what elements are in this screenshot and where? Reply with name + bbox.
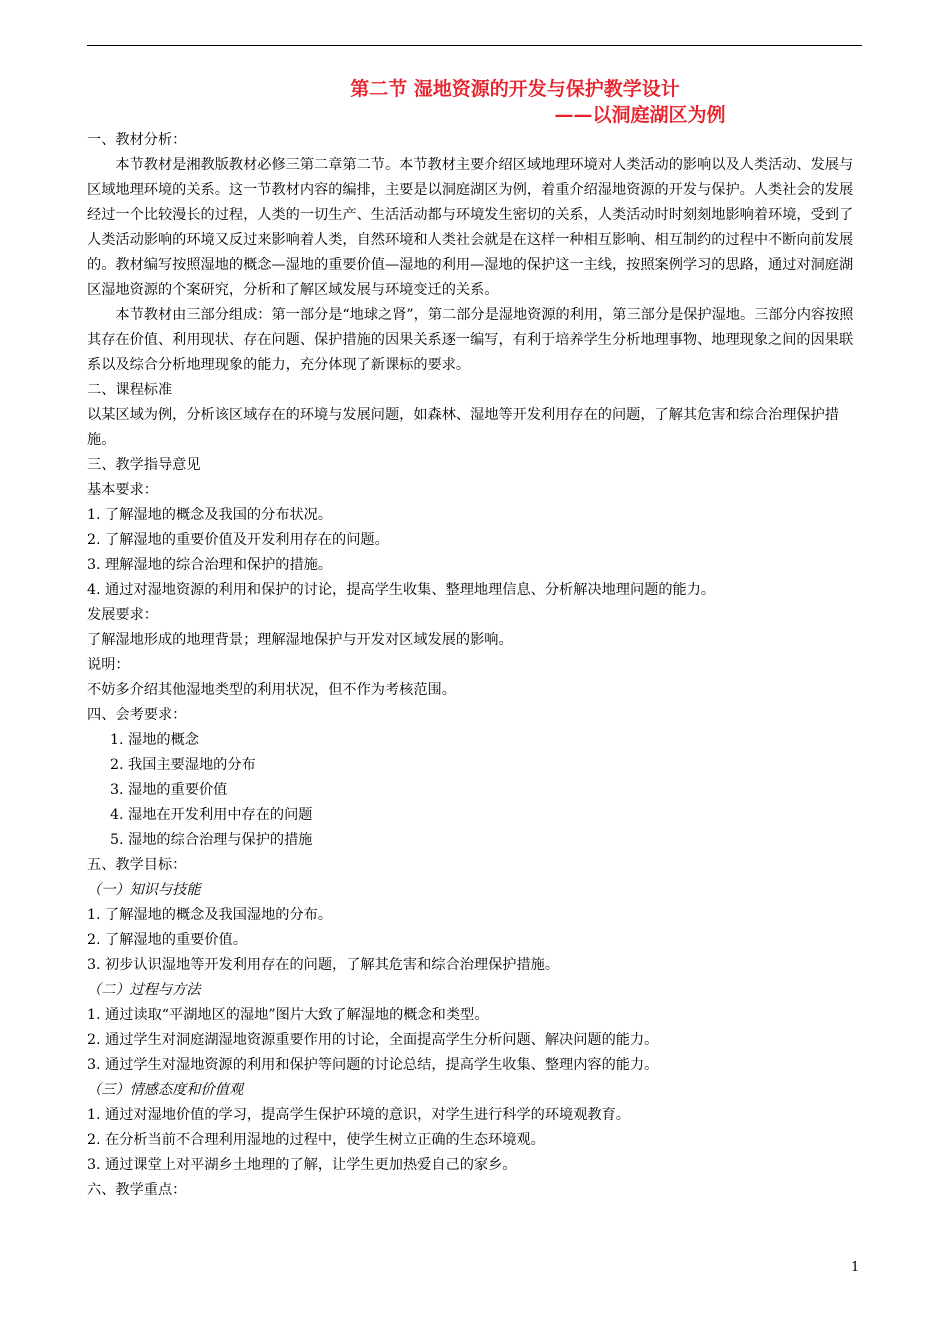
paragraph: 本节教材是湘教版教材必修三第二章第二节。本节教材主要介绍区域地理环境对人类活动的影响以及人类活动、发展与区域地理环境的关系。这一节教材内容的编排，主要是以洞庭湖区为例，着重介绍湿地资源的开发与保护。人类社会的发展经过一个比较漫长的过程，人类的一切生产、生活活动都与环境发生密切的关系，人类活动时时刻刻地影响着环境，受到了人类活动影响的环境又反过来影响着人类，自然环境和人类社会就是在这样一种相互影响、相互制约的过程中不断向前发展的。教材编写按照湿地的概念—湿地的重要价值—湿地的利用—湿地的保护这一主线，按照案例学习的思路，通过对洞庭湖区湿地资源的个案研究，分析和了解区域发展与环境变迁的关系。: [87, 157, 854, 298]
label-basic-requirements: 基本要求：: [87, 482, 158, 498]
subheading-attitudes-values: （三）情感态度和价值观: [87, 1082, 244, 1098]
section-heading-3: 三、教学指导意见: [87, 457, 201, 473]
document-title: [0, 76, 950, 128]
list-item: 3. 湿地的重要价值: [110, 782, 228, 798]
list-item: 3. 通过学生对湿地资源的利用和保护等问题的讨论总结，提高学生收集、整理内容的能力。: [87, 1057, 659, 1073]
subheading-process-methods: （二）过程与方法: [87, 982, 201, 998]
title-subtitle: ——以洞庭湖区为例: [554, 104, 726, 126]
paragraph: 不妨多介绍其他湿地类型的利用状况，但不作为考核范围。: [87, 682, 456, 698]
list-item: 2. 了解湿地的重要价值。: [87, 932, 247, 948]
title-main: 第二节 湿地资源的开发与保护教学设计: [350, 78, 680, 100]
list-item: 1. 了解湿地的概念及我国的分布状况。: [87, 507, 333, 523]
label-note: 说明：: [87, 657, 130, 673]
section-heading-2: 二、课程标准: [87, 382, 173, 398]
list-item: 2. 了解湿地的重要价值及开发利用存在的问题。: [87, 532, 389, 548]
list-item: 3. 理解湿地的综合治理和保护的措施。: [87, 557, 333, 573]
paragraph: 了解湿地形成的地理背景；理解湿地保护与开发对区域发展的影响。: [87, 632, 513, 648]
section-heading-1: 一、教材分析：: [87, 132, 187, 148]
list-item: 2. 通过学生对洞庭湖湿地资源重要作用的讨论，全面提高学生分析问题、解决问题的能力。: [87, 1032, 659, 1048]
section-heading-6: 六、教学重点：: [87, 1182, 187, 1198]
list-item: 2. 我国主要湿地的分布: [110, 757, 256, 773]
paragraph: 本节教材由三部分组成：第一部分是“地球之肾”，第二部分是湿地资源的利用，第三部分是保护湿地。三部分内容按照其存在价值、利用现状、存在问题、保护措施的因果关系逐一编写，有利于培养学生分析地理事物、地理现象之间的因果联系以及综合分析地理现象的能力，充分体现了新课标的要求。: [87, 307, 854, 373]
list-item: 2. 在分析当前不合理利用湿地的过程中，使学生树立正确的生态环境观。: [87, 1132, 545, 1148]
section-heading-4: 四、会考要求：: [87, 707, 187, 723]
list-item: 3. 初步认识湿地等开发利用存在的问题，了解其危害和综合治理保护措施。: [87, 957, 560, 973]
list-item: 5. 湿地的综合治理与保护的措施: [110, 832, 313, 848]
paragraph: 以某区域为例，分析该区域存在的环境与发展问题，如森林、湿地等开发利用存在的问题，了解其危害和综合治理保护措施。: [87, 407, 839, 448]
section-heading-5: 五、教学目标：: [87, 857, 187, 873]
list-item: 3. 通过课堂上对平湖乡土地理的了解，让学生更加热爱自己的家乡。: [87, 1157, 517, 1173]
document-body: [87, 128, 865, 1203]
header-rule: [87, 45, 862, 46]
list-item: 4. 湿地在开发利用中存在的问题: [110, 807, 313, 823]
list-item: 1. 了解湿地的概念及我国湿地的分布。: [87, 907, 333, 923]
label-development-requirements: 发展要求：: [87, 607, 158, 623]
subheading-knowledge-skills: （一）知识与技能: [87, 882, 201, 898]
list-item: 4. 通过对湿地资源的利用和保护的讨论，提高学生收集、整理地理信息、分析解决地理问题的能力。: [87, 582, 716, 598]
list-item: 1. 通过读取“平湖地区的湿地”图片大致了解湿地的概念和类型。: [87, 1007, 489, 1023]
page-number: 1: [851, 1260, 860, 1275]
list-item: 1. 通过对湿地价值的学习，提高学生保护环境的意识，对学生进行科学的环境观教育。: [87, 1107, 630, 1123]
list-item: 1. 湿地的概念: [110, 732, 199, 748]
